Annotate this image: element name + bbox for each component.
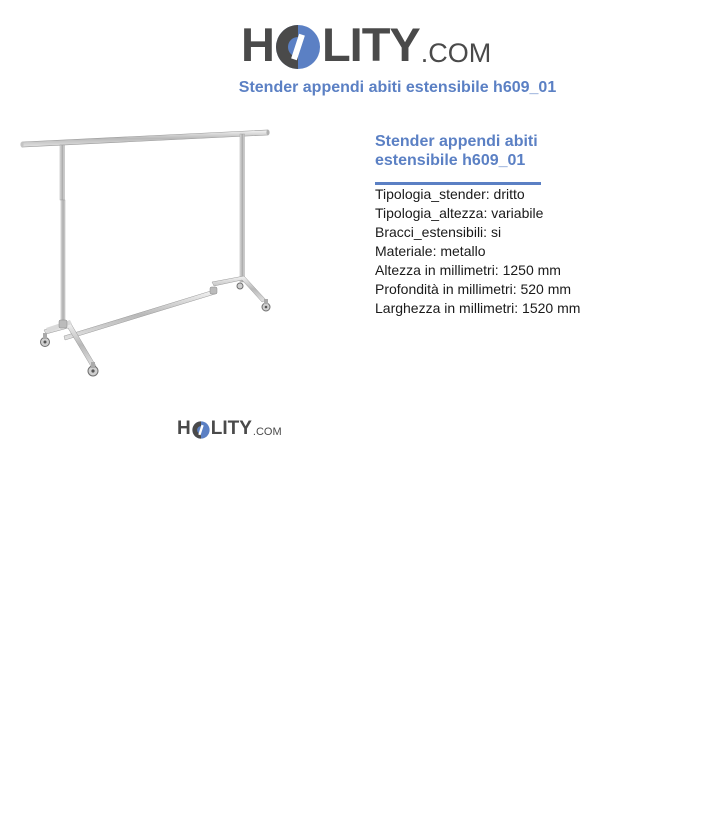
logo-com: .COM [420,38,492,68]
logo-o-icon [275,24,321,70]
spec-item-altezza: Altezza in millimetri: 1250 mm [375,262,561,278]
spec-item-tipologia-stender: Tipologia_stender: dritto [375,186,525,202]
holity-logo[interactable] [241,12,492,71]
small-logo-letter-h: H [177,418,191,439]
spec-list [375,185,580,318]
clothes-rack-image [0,116,330,460]
page-title: Stender appendi abiti estensibile h609_01 [238,79,557,96]
logo-letters-lity: LITY [321,18,420,71]
small-logo-com: .COM [252,426,282,438]
spec-item-profondita: Profondità in millimetri: 520 mm [375,281,572,297]
spec-item-bracci-estensibili: Bracci_estensibili: si [375,224,502,240]
holity-watermark-logo [177,419,282,438]
product-heading: Stender appendi abiti estensibile h609_01 [375,133,538,169]
logo-letter-h: H [241,18,274,71]
spec-item-tipologia-altezza: Tipologia_altezza: variabile [375,205,544,221]
spec-item-materiale: Materiale: metallo [375,243,486,259]
small-logo-letters-lity: LITY [210,418,252,439]
spec-item-larghezza: Larghezza in millimetri: 1520 mm [375,300,581,316]
small-logo-o-icon [192,421,210,439]
